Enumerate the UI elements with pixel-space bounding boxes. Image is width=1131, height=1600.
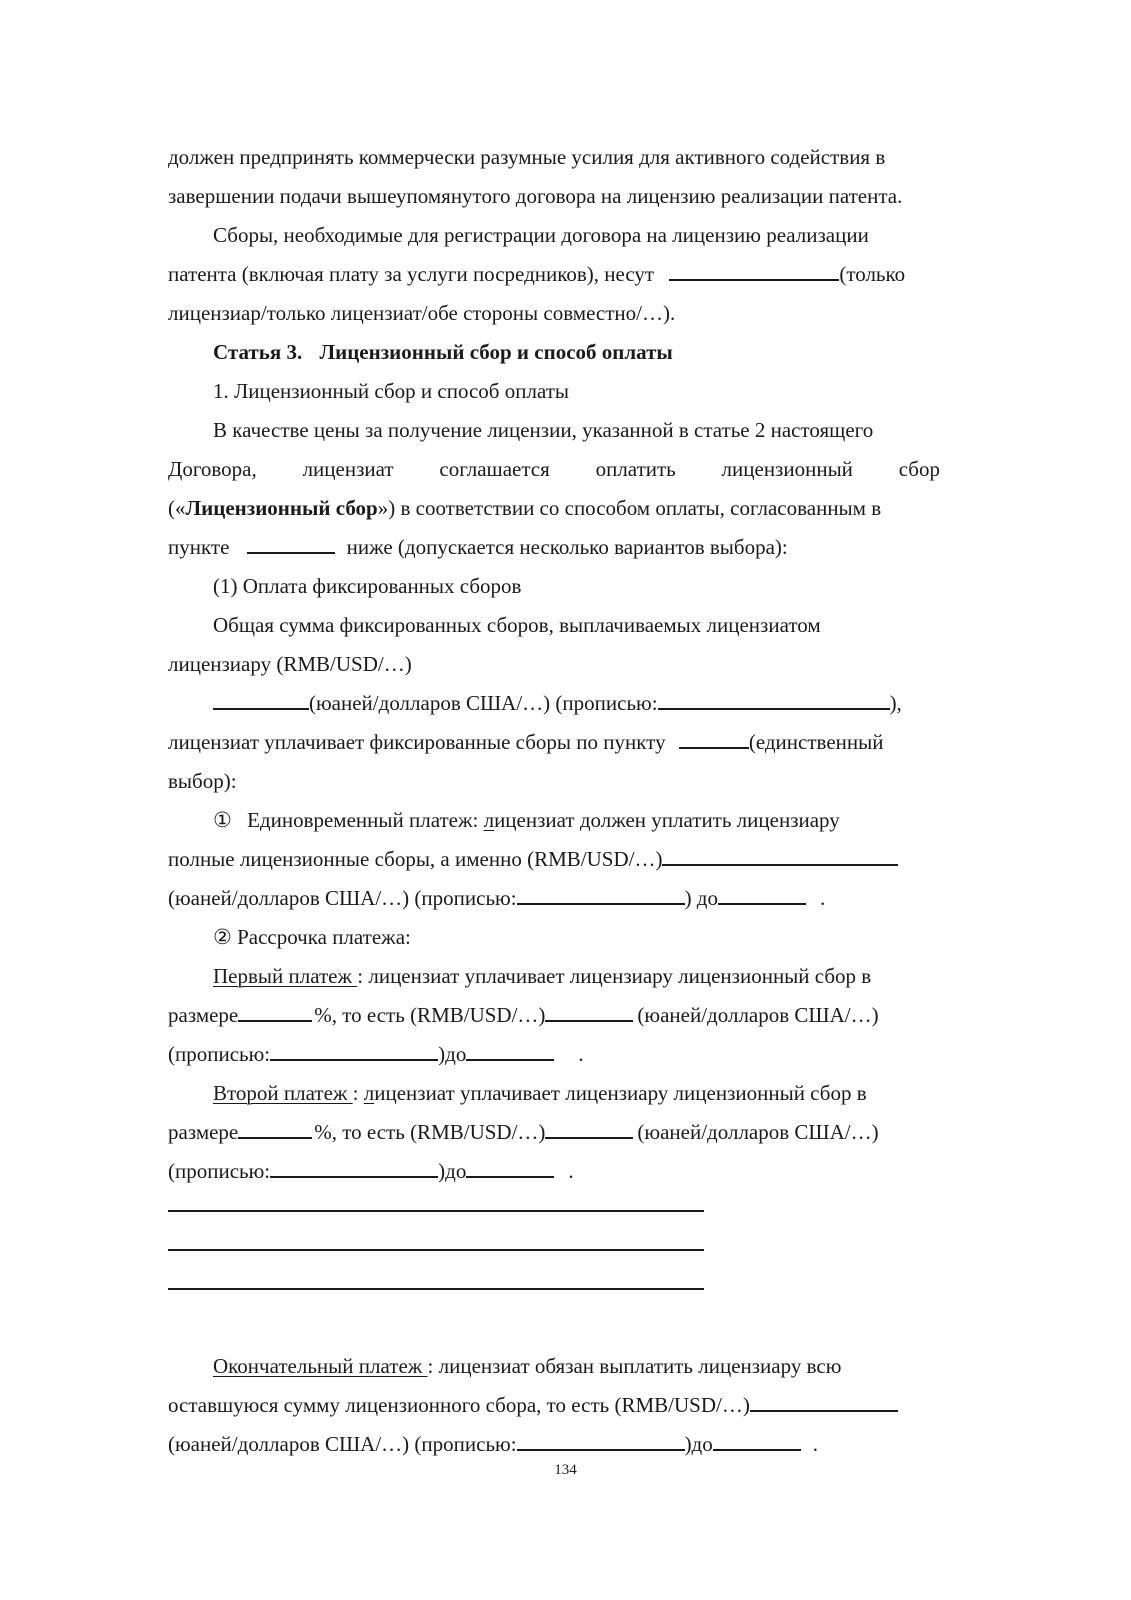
first-payment-label: Первый платеж	[213, 964, 358, 988]
first-payment-line2	[168, 996, 940, 1035]
fixed-line2-text: лицензиару (RMB/USD/…)	[168, 652, 412, 676]
second-payment-colon: :	[352, 1081, 364, 1105]
circled-one-icon: ①	[213, 808, 232, 832]
intro-line3-text: ») в соответствии со способом оплаты, согласованным в	[377, 496, 882, 520]
article3-heading	[168, 333, 940, 372]
intro-quote-open: («	[168, 496, 186, 520]
intro-line3	[168, 489, 940, 528]
fixed-clause-blank[interactable]	[679, 730, 749, 749]
intro-line4	[168, 528, 940, 567]
para2-line2	[168, 255, 940, 294]
final-payment-line1	[168, 1347, 940, 1386]
lump-sum-line1-text: ицензиат должен уплатить лицензиару	[494, 808, 840, 832]
second-payment-currency: (юаней/долларов США/…)	[637, 1120, 879, 1144]
second-payment-size-label: размере	[168, 1120, 239, 1144]
fixed-line3-suffix: ),	[889, 691, 902, 715]
fixed-line5-text: выбор):	[168, 769, 237, 793]
first-payment-date-blank[interactable]	[466, 1042, 554, 1061]
first-payment-line2-text: %, то есть (RMB/USD/…)	[314, 1003, 546, 1027]
second-payment-date-label: )до	[438, 1159, 467, 1183]
article3-heading-number: Статья 3.	[213, 340, 303, 364]
second-payment-line3	[168, 1152, 940, 1191]
lump-sum-line3	[168, 879, 940, 918]
second-payment-date-blank[interactable]	[466, 1159, 554, 1178]
page-content	[168, 138, 940, 1464]
para1-line1-text: должен предпринять коммерчески разумные усилия для активного содействия в	[168, 145, 886, 169]
lump-sum-line3-text: (юаней/долларов США/…) (прописью:	[168, 886, 517, 910]
lump-sum-period: .	[820, 886, 826, 910]
final-payment-amount-blank[interactable]	[750, 1393, 898, 1412]
intro-line2-word: лицензионный	[721, 457, 853, 481]
article3-subheading	[168, 372, 940, 411]
second-payment-words-label: (прописью:	[168, 1159, 271, 1183]
lump-sum-line1	[168, 801, 940, 840]
lump-sum-label: Единовременный платеж:	[247, 808, 484, 832]
second-payment-percent-blank[interactable]	[238, 1120, 312, 1139]
lump-sum-amount-blank[interactable]	[662, 847, 898, 866]
first-payment-date-label: )до	[438, 1042, 467, 1066]
second-payment-amount-blank[interactable]	[545, 1120, 633, 1139]
lump-sum-underlined-letter: л	[483, 808, 495, 832]
fixed-line4	[168, 723, 940, 762]
additional-payment-line-1[interactable]	[168, 1191, 940, 1230]
fixed-amount-blank[interactable]	[213, 691, 309, 710]
second-payment-label: Второй платеж	[213, 1081, 353, 1105]
registration-fee-payer-blank[interactable]	[669, 262, 839, 281]
first-payment-line3	[168, 1035, 940, 1074]
first-payment-size-label: размере	[168, 1003, 239, 1027]
first-payment-line1	[168, 957, 940, 996]
intro-line2-word: сбор	[898, 457, 940, 481]
installment-title-text: ② Рассрочка платежа:	[213, 925, 411, 949]
first-payment-period: .	[578, 1042, 584, 1066]
intro-line2	[168, 450, 940, 489]
intro-line2-word: Договора,	[168, 457, 257, 481]
additional-payment-line-2[interactable]	[168, 1230, 940, 1269]
para2-line2-text: патента (включая плату за услуги посредников), несут	[168, 262, 655, 286]
para1-line1	[168, 138, 940, 177]
fixed-fees-title-text: (1) Оплата фиксированных сборов	[213, 574, 522, 598]
first-payment-percent-blank[interactable]	[238, 1003, 312, 1022]
second-payment-underlined-letter: л	[363, 1081, 375, 1105]
intro-line2-word: соглашается	[439, 457, 550, 481]
fixed-line2	[168, 645, 940, 684]
additional-payment-line-3[interactable]	[168, 1269, 940, 1308]
para2-line3-text: лицензиар/только лицензиат/обе стороны совместно/…).	[168, 301, 676, 325]
para1-line2-text: завершении подачи вышеупомянутого договора на лицензию реализации патента.	[168, 184, 903, 208]
payment-clause-blank[interactable]	[247, 535, 335, 554]
installment-title	[168, 918, 940, 957]
final-payment-line2	[168, 1386, 940, 1425]
fixed-line3	[168, 684, 940, 723]
final-payment-words-blank[interactable]	[517, 1432, 685, 1451]
intro-line2-word: оплатить	[595, 457, 676, 481]
fixed-line3-text: (юаней/долларов США/…) (прописью:	[309, 691, 658, 715]
article3-subheading-text: 1. Лицензионный сбор и способ оплаты	[213, 379, 570, 403]
final-payment-date-blank[interactable]	[713, 1432, 801, 1451]
fixed-line1	[168, 606, 940, 645]
first-payment-currency: (юаней/долларов США/…)	[637, 1003, 879, 1027]
para2-line1	[168, 216, 940, 255]
final-payment-date-label: )до	[684, 1432, 713, 1456]
second-payment-words-blank[interactable]	[270, 1159, 438, 1178]
intro-line4-text: пункте	[168, 535, 230, 559]
second-payment-line1	[168, 1074, 940, 1113]
fixed-line4-suffix: (единственный	[748, 730, 884, 754]
second-payment-line2-text: %, то есть (RMB/USD/…)	[314, 1120, 546, 1144]
intro-line4-suffix: ниже (допускается несколько вариантов выбора):	[346, 535, 788, 559]
intro-line1	[168, 411, 940, 450]
fixed-amount-words-blank[interactable]	[658, 691, 890, 710]
fixed-line1-text: Общая сумма фиксированных сборов, выплачиваемых лицензиатом	[213, 613, 821, 637]
para2-line1-text: Сборы, необходимые для регистрации договора на лицензию реализации	[213, 223, 869, 247]
license-fee-term: Лицензионный сбор	[185, 496, 378, 520]
spacer	[168, 1308, 940, 1347]
para2-line3	[168, 294, 940, 333]
article3-heading-title: Лицензионный сбор и способ оплаты	[319, 340, 673, 364]
final-payment-line1-text: : лицензиат обязан выплатить лицензиару всю	[427, 1354, 842, 1378]
first-payment-amount-blank[interactable]	[545, 1003, 633, 1022]
fixed-line4-text: лицензиат уплачивает фиксированные сборы по пункту	[168, 730, 666, 754]
first-payment-line1-text: : лицензиат уплачивает лицензиару лицензионный сбор в	[357, 964, 872, 988]
lump-sum-line2-text: полные лицензионные сборы, а именно (RMB/USD/…)	[168, 847, 663, 871]
fixed-fees-title	[168, 567, 940, 606]
intro-line1-text: В качестве цены за получение лицензии, указанной в статье 2 настоящего	[213, 418, 874, 442]
lump-sum-date-label: ) до	[684, 886, 718, 910]
para1-line2	[168, 177, 940, 216]
lump-sum-date-blank[interactable]	[718, 886, 806, 905]
final-payment-line2-text: оставшуюся сумму лицензионного сбора, то есть (RMB/USD/…)	[168, 1393, 750, 1417]
second-payment-line2	[168, 1113, 940, 1152]
final-payment-label: Окончательный платеж	[213, 1354, 428, 1378]
final-payment-line3-text: (юаней/долларов США/…) (прописью:	[168, 1432, 517, 1456]
intro-line2-word: лицензиат	[302, 457, 394, 481]
first-payment-words-label: (прописью:	[168, 1042, 271, 1066]
lump-sum-line2	[168, 840, 940, 879]
second-payment-line1-text: ицензиат уплачивает лицензиару лицензионный сбор в	[374, 1081, 867, 1105]
para2-line2-suffix: (только	[839, 262, 906, 286]
first-payment-words-blank[interactable]	[270, 1042, 438, 1061]
page-number: 134	[554, 1462, 577, 1478]
lump-sum-words-blank[interactable]	[517, 886, 685, 905]
final-payment-line3	[168, 1425, 940, 1464]
second-payment-period: .	[568, 1159, 574, 1183]
fixed-line5	[168, 762, 940, 801]
final-payment-period: .	[812, 1432, 818, 1456]
